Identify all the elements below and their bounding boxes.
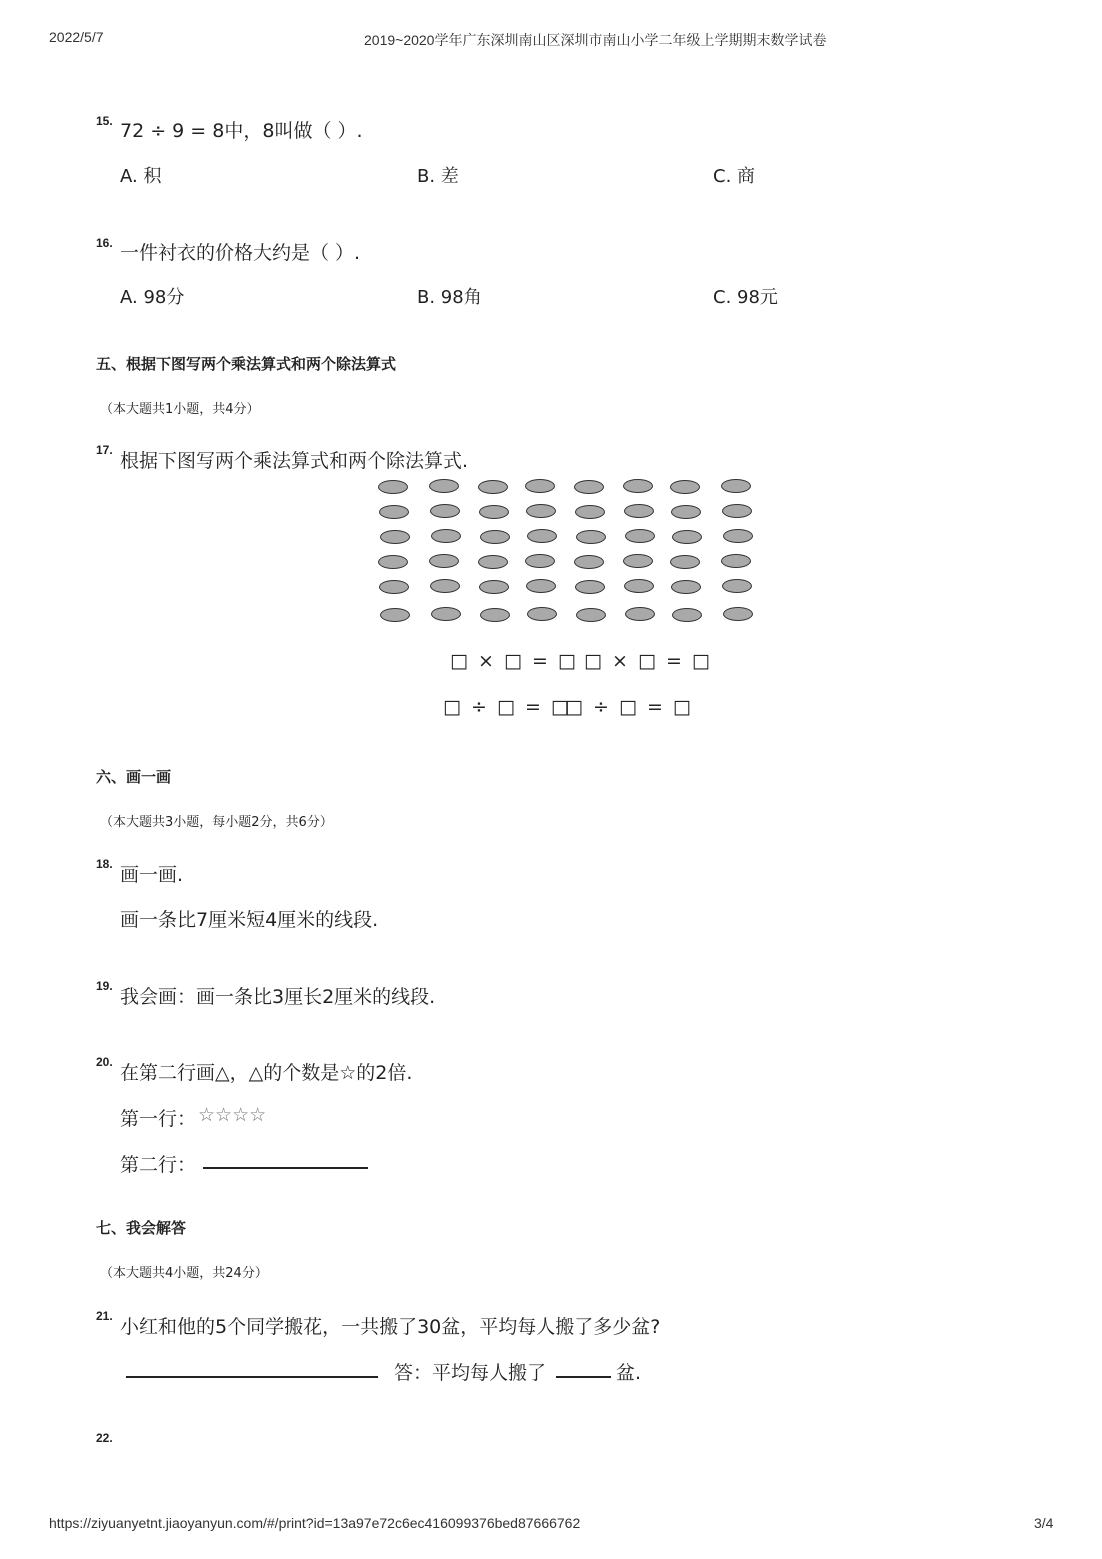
question-number: 18. xyxy=(96,857,113,871)
question-text: 根据下图写两个乘法算式和两个除法算式. xyxy=(120,450,469,472)
section-note: （本大题共1小题，共4分） xyxy=(100,402,260,417)
oval-shape xyxy=(625,607,655,621)
oval-shape xyxy=(527,607,557,621)
option-b: B. 98角 xyxy=(417,287,482,308)
question-text: 72 ÷ 9 = 8中，8叫做（ ）. xyxy=(120,120,363,142)
oval-shape xyxy=(721,479,751,493)
oval-shape xyxy=(430,504,460,518)
oval-shape xyxy=(670,555,700,569)
option-b: B. 差 xyxy=(417,166,459,187)
working-blank-line xyxy=(126,1376,378,1378)
oval-shape xyxy=(479,580,509,594)
question-number: 22. xyxy=(96,1431,113,1445)
row1-label: 第一行： xyxy=(120,1108,197,1130)
oval-shape xyxy=(429,479,459,493)
answer-blank-line xyxy=(203,1167,368,1169)
print-date: 2022/5/7 xyxy=(49,29,104,45)
oval-shape xyxy=(670,480,700,494)
section-title: 六、画一画 xyxy=(96,768,172,786)
question-number: 17. xyxy=(96,443,113,457)
oval-shape xyxy=(722,504,752,518)
question-text: 我会画：画一条比3厘长2厘米的线段. xyxy=(120,986,436,1008)
oval-shape xyxy=(430,579,460,593)
oval-shape xyxy=(478,480,508,494)
question-number: 15. xyxy=(96,114,113,128)
question-number: 20. xyxy=(96,1055,113,1069)
question-number: 21. xyxy=(96,1309,113,1323)
division-equation-2: □ ÷ □ = □ xyxy=(565,696,693,718)
oval-array-figure xyxy=(377,478,757,628)
question-subtext: 画一条比7厘米短4厘米的线段. xyxy=(120,909,379,931)
multiplication-equation-1: □ × □ = □ xyxy=(450,650,578,672)
oval-shape xyxy=(723,607,753,621)
oval-shape xyxy=(624,504,654,518)
question-number: 16. xyxy=(96,236,113,250)
oval-shape xyxy=(672,530,702,544)
oval-shape xyxy=(722,579,752,593)
option-a: A. 积 xyxy=(120,166,162,187)
multiplication-equation-2: □ × □ = □ xyxy=(584,650,712,672)
oval-shape xyxy=(480,608,510,622)
option-a: A. 98分 xyxy=(120,287,185,308)
document-title: 2019~2020学年广东深圳南山区深圳市南山小学二年级上学期期末数学试卷 xyxy=(364,32,827,48)
question-text: 一件衬衣的价格大约是（ ）. xyxy=(120,242,361,264)
answer-prefix: 答：平均每人搬了 xyxy=(394,1362,547,1384)
oval-shape xyxy=(624,579,654,593)
oval-shape xyxy=(380,530,410,544)
oval-shape xyxy=(671,580,701,594)
section-title: 五、根据下图写两个乘法算式和两个除法算式 xyxy=(96,355,397,373)
oval-shape xyxy=(723,529,753,543)
oval-shape xyxy=(575,505,605,519)
oval-shape xyxy=(379,580,409,594)
oval-shape xyxy=(378,555,408,569)
oval-shape xyxy=(479,505,509,519)
question-number: 19. xyxy=(96,979,113,993)
oval-shape xyxy=(380,608,410,622)
oval-shape xyxy=(526,579,556,593)
oval-shape xyxy=(625,529,655,543)
oval-shape xyxy=(431,529,461,543)
oval-shape xyxy=(378,480,408,494)
oval-shape xyxy=(672,608,702,622)
oval-shape xyxy=(623,479,653,493)
oval-shape xyxy=(574,480,604,494)
oval-shape xyxy=(623,554,653,568)
row2-label: 第二行： xyxy=(120,1154,197,1176)
section-note: （本大题共3小题，每小题2分，共6分） xyxy=(100,815,333,830)
question-text: 在第二行画△，△的个数是☆的2倍. xyxy=(120,1062,413,1084)
oval-shape xyxy=(721,554,751,568)
oval-shape xyxy=(576,530,606,544)
page-url: https://ziyuanyetnt.jiaoyanyun.com/#/print?id=13a97e72c6ec416099376bed87666762 xyxy=(49,1515,581,1531)
oval-shape xyxy=(574,555,604,569)
oval-shape xyxy=(525,554,555,568)
page-number: 3/4 xyxy=(1034,1515,1054,1531)
division-equation-1: □ ÷ □ = □ xyxy=(443,696,571,718)
oval-shape xyxy=(431,607,461,621)
oval-shape xyxy=(526,504,556,518)
oval-shape xyxy=(478,555,508,569)
section-title: 七、我会解答 xyxy=(96,1219,187,1237)
oval-shape xyxy=(379,505,409,519)
question-text: 画一画. xyxy=(120,864,184,886)
oval-shape xyxy=(527,529,557,543)
oval-shape xyxy=(575,580,605,594)
star-icon-row: ☆☆☆☆ xyxy=(198,1104,267,1126)
oval-shape xyxy=(480,530,510,544)
oval-shape xyxy=(671,505,701,519)
oval-shape xyxy=(525,479,555,493)
option-c: C. 98元 xyxy=(713,287,778,308)
section-note: （本大题共4小题，共24分） xyxy=(100,1266,268,1281)
question-text: 小红和他的5个同学搬花，一共搬了30盆，平均每人搬了多少盆? xyxy=(120,1316,661,1338)
answer-blank-line xyxy=(556,1376,611,1378)
answer-suffix: 盆. xyxy=(616,1362,642,1384)
oval-shape xyxy=(429,554,459,568)
oval-shape xyxy=(576,608,606,622)
option-c: C. 商 xyxy=(713,166,756,187)
